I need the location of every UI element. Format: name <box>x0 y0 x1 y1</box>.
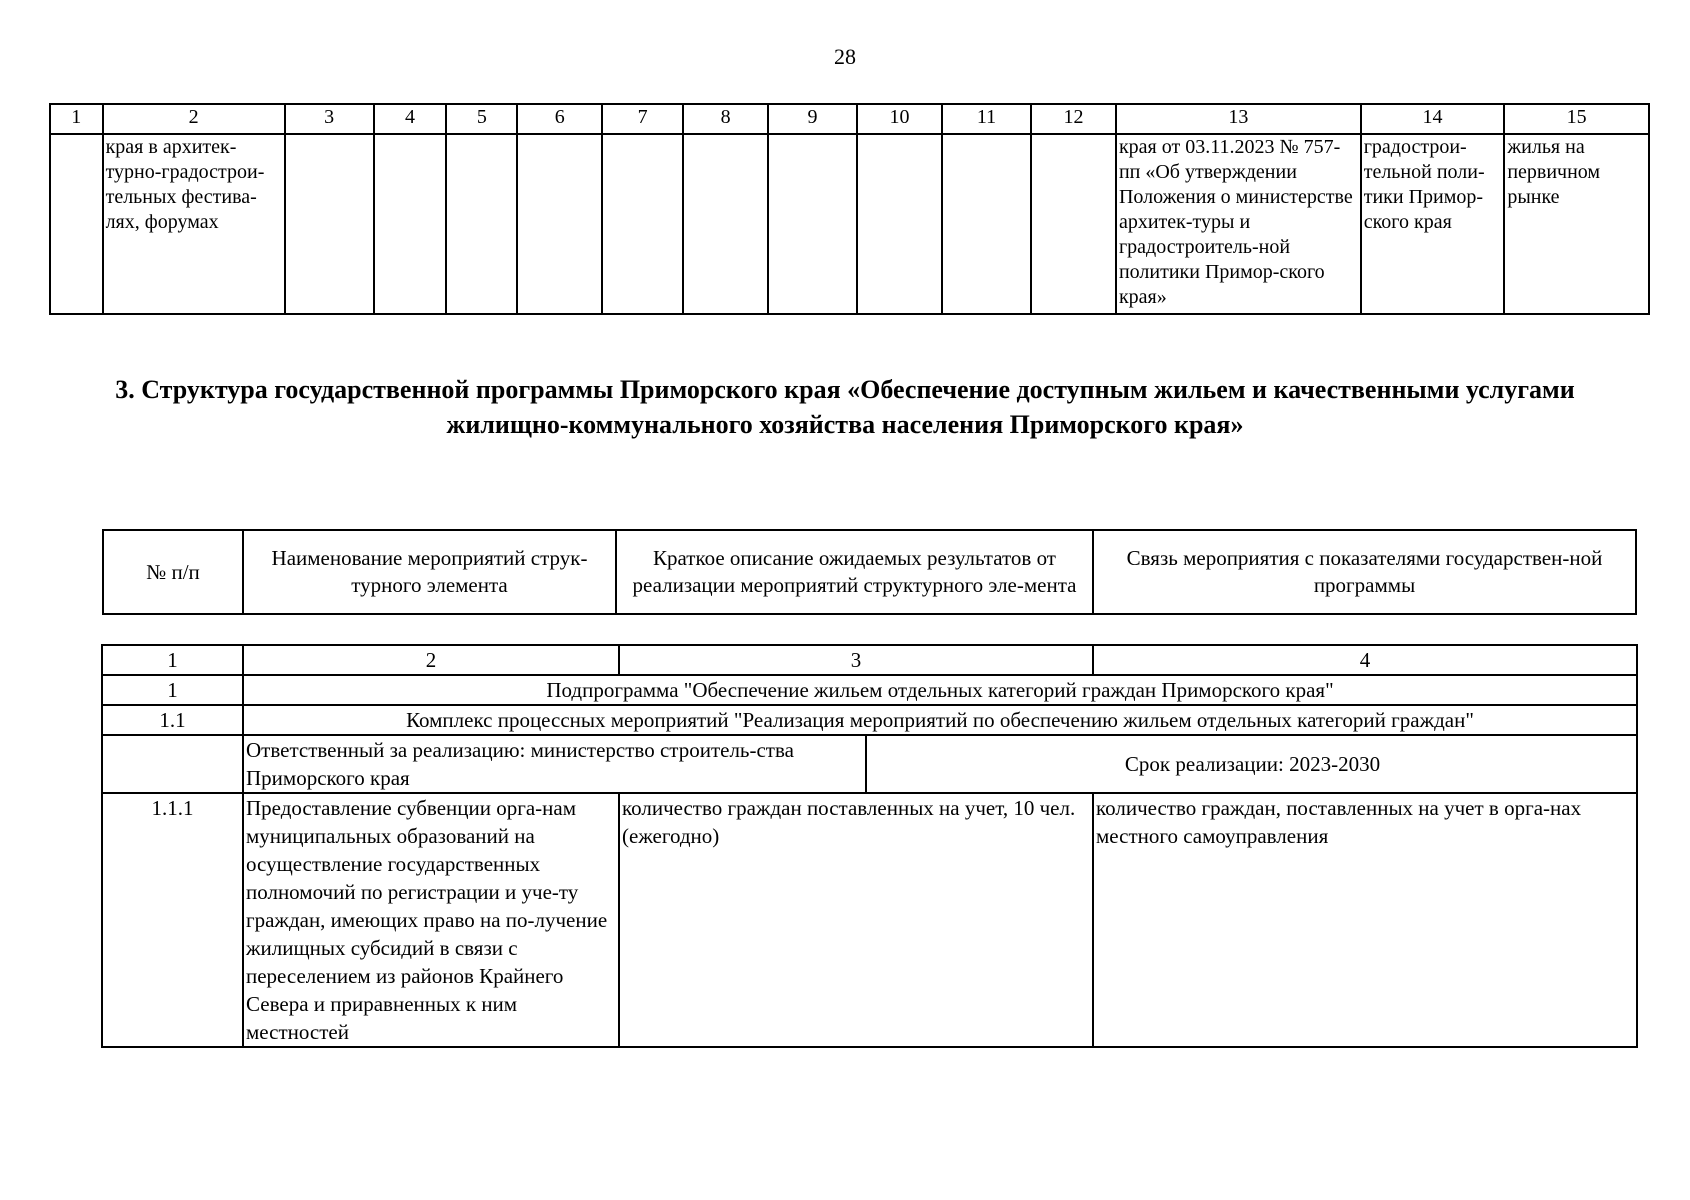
column-number: 14 <box>1361 104 1505 134</box>
column-number: 3 <box>619 645 1093 675</box>
column-number: 2 <box>243 645 619 675</box>
table-cell <box>1031 134 1116 314</box>
table-cell: края от 03.11.2023 № 757-пп «Об утверждении Положения о министерстве архитек-туры и градостроитель-ной политики Примор-ского края» <box>1116 134 1361 314</box>
column-number: 13 <box>1116 104 1361 134</box>
column-number: 8 <box>683 104 768 134</box>
column-number: 4 <box>374 104 447 134</box>
column-number: 2 <box>103 104 285 134</box>
header-cell: Связь мероприятия с показателями государствен-ной программы <box>1093 530 1636 614</box>
header-cell: Наименование мероприятий струк-турного элемента <box>243 530 616 614</box>
page-number: 28 <box>834 44 856 69</box>
column-number-row <box>102 645 1637 675</box>
subprogram-title: Подпрограмма "Обеспечение жильем отдельных категорий граждан Приморского края" <box>243 675 1637 705</box>
measure-indicator: количество граждан, поставленных на учет в орга-нах местного самоуправления <box>1093 793 1637 1047</box>
header-cell: № п/п <box>103 530 243 614</box>
table-cell <box>517 134 602 314</box>
complex-row <box>102 705 1637 735</box>
responsible-term-cell <box>243 735 1637 793</box>
column-number: 4 <box>1093 645 1637 675</box>
row-number: 1.1.1 <box>102 793 243 1047</box>
table-cell: края в архитек-турно-градострои-тельных фестива-лях, форумах <box>103 134 285 314</box>
column-number-row <box>50 104 1649 134</box>
header-cell: Краткое описание ожидаемых результатов от реализации мероприятий структурного эле-мента <box>616 530 1093 614</box>
table-cell <box>102 735 243 793</box>
table-cell <box>374 134 447 314</box>
table-cell: градострои-тельной поли-тики Примор-ского края <box>1361 134 1505 314</box>
table-cell <box>50 134 103 314</box>
structure-header-table <box>102 529 1637 615</box>
column-number: 11 <box>942 104 1031 134</box>
responsible-text: Ответственный за реализацию: министерство строитель-ства Приморского края <box>244 736 866 792</box>
table-cell <box>857 134 942 314</box>
subprogram-row <box>102 675 1637 705</box>
structure-table <box>101 644 1638 1048</box>
complex-title: Комплекс процессных мероприятий "Реализация мероприятий по обеспечению жильем отдельных категорий граждан" <box>243 705 1637 735</box>
measure-row <box>102 793 1637 1047</box>
table-cell <box>942 134 1031 314</box>
column-number: 12 <box>1031 104 1116 134</box>
table-cell <box>768 134 857 314</box>
column-number: 1 <box>50 104 103 134</box>
table-cell <box>602 134 683 314</box>
row-number: 1 <box>102 675 243 705</box>
header-row <box>103 530 1636 614</box>
measure-result: количество граждан поставленных на учет, 10 чел. (ежегодно) <box>619 793 1093 1047</box>
column-number: 15 <box>1504 104 1649 134</box>
column-number: 6 <box>517 104 602 134</box>
table-cell: жилья на первичном рынке <box>1504 134 1649 314</box>
column-number: 1 <box>102 645 243 675</box>
section-title: 3. Структура государственной программы Приморского края «Обеспечение доступным жильем и качественными услугами жилищно-коммунального хозяйства населения Приморского края» <box>115 375 1575 439</box>
table-cell <box>683 134 768 314</box>
column-number: 10 <box>857 104 942 134</box>
column-number: 3 <box>285 104 374 134</box>
table-cell <box>285 134 374 314</box>
term-text: Срок реализации: 2023-2030 <box>1124 752 1381 776</box>
row-number: 1.1 <box>102 705 243 735</box>
continuation-table <box>49 103 1650 315</box>
measure-name: Предоставление субвенции орга-нам муниципальных образований на осуществление государственных полномочий по регистрации и уче-ту граждан, имеющих право на по-лучение жилищных субсидий в связи с переселением из районов Крайнего Севера и приравненных к ним местностей <box>243 793 619 1047</box>
column-number: 9 <box>768 104 857 134</box>
column-number: 7 <box>602 104 683 134</box>
responsible-term-split <box>244 736 1638 792</box>
responsible-row <box>102 735 1637 793</box>
table-row <box>50 134 1649 314</box>
column-number: 5 <box>446 104 517 134</box>
table-cell <box>446 134 517 314</box>
